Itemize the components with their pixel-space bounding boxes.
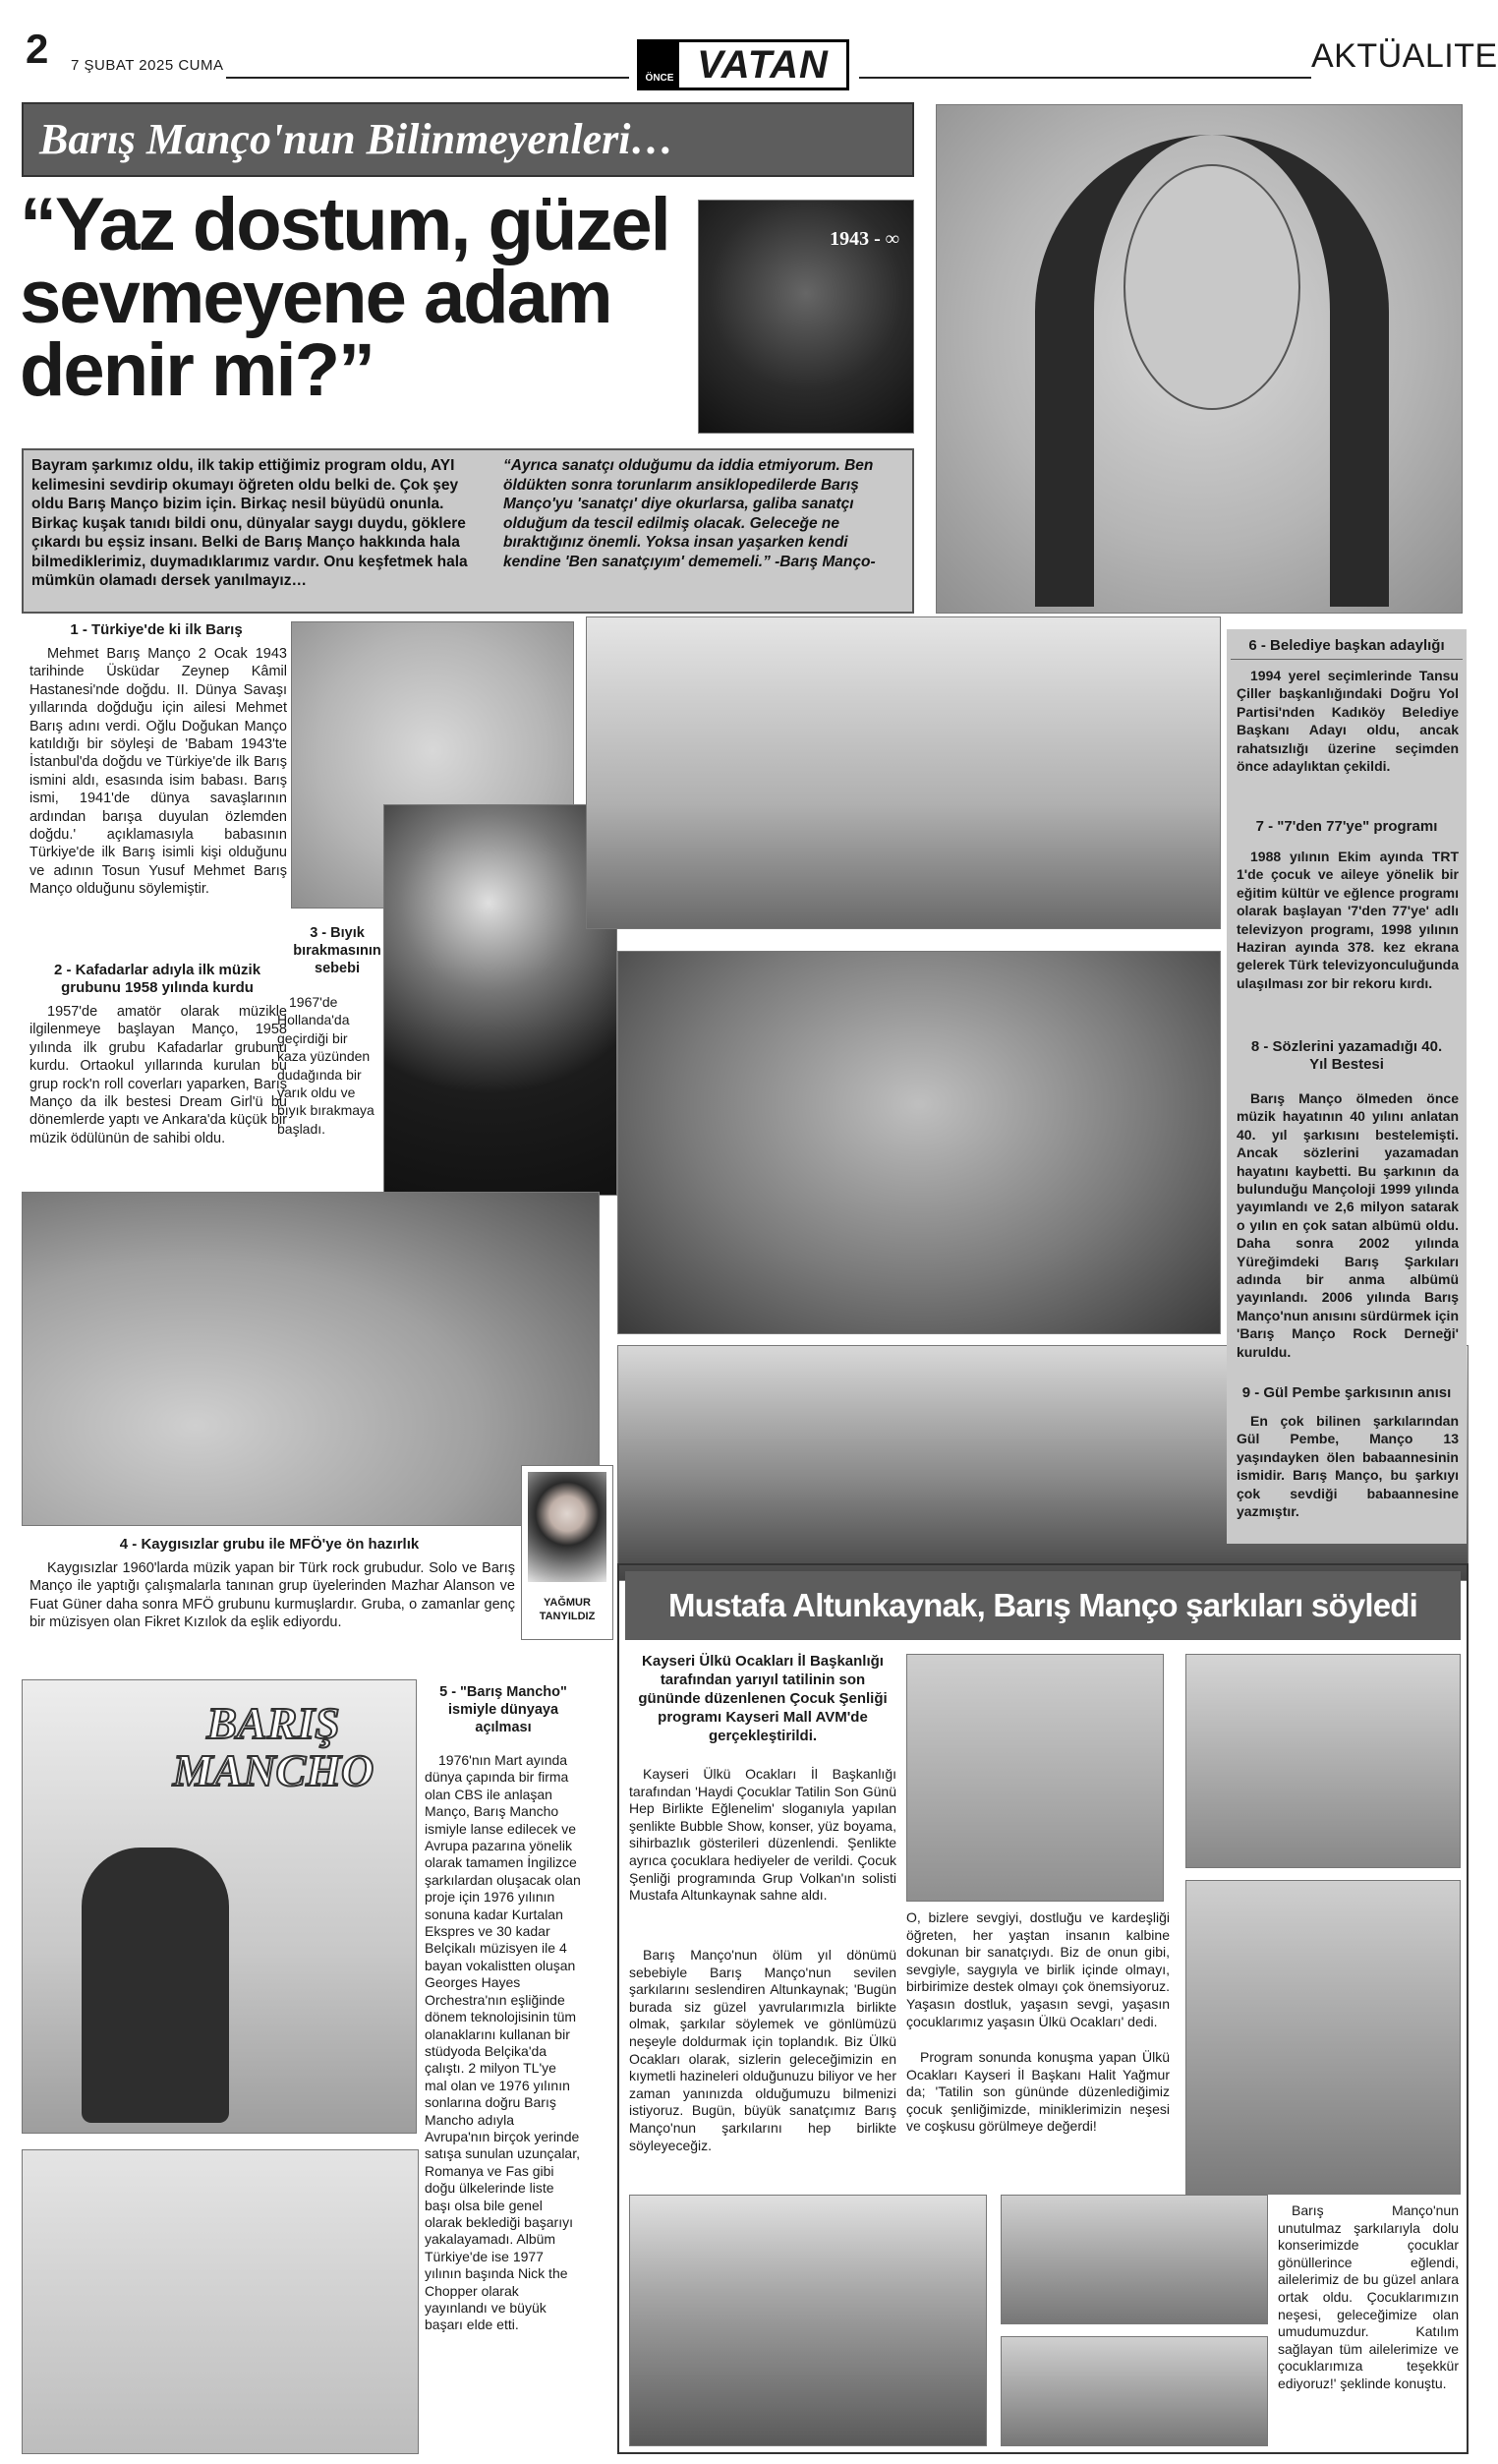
author-photo [528, 1472, 606, 1582]
news-col2b: Program sonunda konuşma yapan Ülkü Ocakları Kayseri İl Başkanı Halit Yağmur da; 'Tatilin son gününde düzenlediğimiz çocuk şenliğimizde, miniklerimizin neşesi ve coşkusu görülmeye değerdi! [906, 2049, 1170, 2135]
news-lede: Kayseri Ülkü Ocakları İl Başkanlığı tarafından yarıyıl tatilinin son gününde düzenlenen Çocuk Şenliği programı Kayseri Mall AVM'de gerçekleştirildi. [638, 1653, 888, 1744]
section-9-text: En çok bilinen şarkılarından Gül Pembe, Manço 13 yaşındayken ölen babaannesinin ismidir. Barış Manço, bu şarkıyı çok sevdiği babaannesine yazmıştır. [1237, 1413, 1459, 1520]
mall-audience-photo [629, 2195, 987, 2446]
young-man-photo [383, 804, 617, 1196]
feature-intro-box [22, 448, 914, 614]
page-number: 2 [26, 26, 49, 72]
logo-small: ÖNCE [640, 42, 679, 88]
group-photo-top [1001, 2195, 1268, 2324]
drawing-image [22, 2149, 419, 2454]
section-7-text: 1988 yılının Ekim ayında TRT 1'de çocuk ve aileye yönelik bir eğitim kültür ve eğlence programı olarak başlayan '7'den 77'ye' adlı televizyon programı, 1998 yılının Haziran ayında 378. kez ekrana gelerek Türk televizyonculuğunda ulaşılması zor bir rekoru kırdı. [1237, 849, 1459, 991]
newspaper-logo[interactable] [637, 39, 849, 90]
singer-stage-photo [1185, 1654, 1461, 1868]
section-8-text: Barış Manço ölmeden önce müzik hayatının 40 yılını anlatan 40. yıl şarkısını bestelemişti. Ancak sözlerini yazamadan hayatını kaybetti. Bu şarkının da bulunduğu Mançoloji 1999 yılında yayımlandı ve 2,6 milyon satarak o yılın en çok satan albümü oldu. Daha sonra 2002 yılında Yüreğimdeki Barış Şarkıları adında bir anma albümü yayınlandı. 2006 yılında Barış Manço'nun anısını sürdürmek için 'Barış Manço Rock Derneği' kuruldu. [1237, 1090, 1459, 1360]
feature-headline: “Yaz dostum, güzel sevmeyene adam denir mi?” [20, 183, 669, 412]
section-4-text: Kaygısızlar 1960'larda müzik yapan bir Türk rock grubudur. Solo ve Barış Manço ile yaptığı çalışmalarla tanınan grup üyelerinden Mazhar Alanson ve Fuat Güner daha sonra MFÖ grubunu kurmuşlardır. Gruba, o zamanlar genç bir müzisyen olan Fikret Kızılok da eşlik ediyordu. [29, 1560, 515, 1631]
news-title: Mustafa Altunkaynak, Barış Manço şarkıları söyledi [667, 1587, 1418, 1623]
news-col1b: Barış Manço'nun ölüm yıl dönümü sebebiyle Barış Manço'nun sevilen şarkılarını seslendiren Altunkaynak; 'Bugün burada siz güzel yavrularımızla birlikte olmak, şarkılar söylemek ve gönlümüzü neşeyle doldurmak için toplandık. Biz Ülkü Ocakları olarak, sizlerin geleceğimizin en kıymetli hazineleri olduğunuzu biliyor ve her zaman yanınızda olduğumuzu bilmenizi istiyoruz. Bugün, büyük sanatçımız Barış Manço'nun şarkılarını hep birlikte söyleyeceğiz. [629, 1947, 896, 2153]
news-col3: Barış Manço'nun unutulmaz şarkılarıyla dolu konserimizde çocuklar gönüllerince eğlendi, ailelerimiz de bu güzel anlara ortak oldu. Çocuklarımızın neşesi, geleceğimize olan umudumuzdur. Katılım sağlayan tüm ailelerimize ve çocuklarımıza teşekkür ediyoruz!' şeklinde konuştu. [1278, 2202, 1459, 2391]
section-8-heading: 8 - Sözlerini yazamadığı 40. Yıl Bestesi [1250, 1038, 1443, 1073]
section-1-heading: 1 - Türkiye'de ki ilk Barış [70, 621, 243, 638]
singer-guitar-photo [906, 1654, 1164, 1902]
section-3-heading: 3 - Bıyık bırakmasının sebebi [293, 925, 381, 976]
album-cover-text: BARIŞ MANCHO [172, 1698, 374, 1795]
feature-kicker-bar [22, 102, 914, 177]
section-4-heading: 4 - Kaygısızlar grubu ile MFÖ'ye ön hazırlık [119, 1536, 420, 1553]
logo-text: VATAN [697, 43, 829, 87]
section-name: AKTÜALITE [1311, 37, 1498, 75]
album-cover-photo [22, 1679, 417, 2134]
concert-photo [698, 200, 914, 434]
feature-quote: “Ayrıca sanatçı olduğumu da iddia etmiyorum. Ben öldükten sonra torunlarım ansiklopedilerde Barış Manço'yu 'sanatçı' diye okurlarsa, galiba sanatçı olduğum da tescil edilmiş olacak. Geleceğe ne bıraktığınız önemli. Yoksa insan yaşarken kendi kendine 'Ben sanatçıyım' dememeli.” -Barış Manço- [503, 457, 876, 570]
news-col2: O, bizlere sevgiyi, dostluğu ve kardeşliği öğreten, her yaştan insanın kalbine dokunan bir sanatçıydı. Biz de onun gibi, sevgiyle, saygıyla ve birlik içinde olmayı, birbirimize destek olmayı çok önemsiyoruz. Yaşasın dostluk, yaşasın sevgi, yaşasın çocuklarımız yaşasın Ülkü Ocakları' dedi. [906, 1909, 1170, 2029]
section-2-heading: 2 - Kafadarlar adıyla ilk müzik grubunu 1958 yılında kurdu [53, 962, 261, 996]
news-col1: Kayseri Ülkü Ocakları İl Başkanlığı tarafından 'Haydi Çocuklar Tatilin Son Günü Hep Birlikte Eğlenelim' sloganıyla yapılan şenlikte Bubble Show, konser, yüz boyama, sihirbazlık gösterileri düzenlendi. Şenlikte ayrıca çocuklara hediyeler de verildi. Çocuk Şenliği programında Grup Volkan'ın solisti Mustafa Altunkaynak sahne aldı. [629, 1766, 896, 1904]
mall-father-child-photo [1185, 1880, 1461, 2195]
section-3-text: 1967'de Hollanda'da geçirdiği bir kaza yüzünden dudağında bir yarık oldu ve bıyık bırakmaya başladı. [277, 994, 374, 1137]
band-group-photo [617, 951, 1221, 1334]
section-9-heading: 9 - Gül Pembe şarkısının anısı [1241, 1384, 1452, 1401]
portrait-photo [936, 104, 1463, 614]
section-7-heading: 7 - "7'den 77'ye" programı [1255, 818, 1438, 835]
section-5-heading: 5 - "Barış Mancho" ismiyle dünyaya açılması [439, 1684, 567, 1735]
group-photo-bottom [1001, 2336, 1268, 2446]
author-box [521, 1465, 613, 1640]
feature-kicker: Barış Manço'nun Bilinmeyenleri… [39, 115, 674, 163]
photo-label: 1943 - ∞ [830, 228, 899, 250]
section-2-text: 1957'de amatör olarak müzikle ilgilenmeye başlayan Manço, 1958 yılında ilk grubu Kafadarlar grubunu kurdu. Ortaokul yıllarında kurulan bu grup rock'n roll coverları yaparken, Barış Manço da ilk bestesi Dream Girl'ü bu dönemlerde yaptı ve Ankara'da küçük bir müzik ödülünün de sahibi oldu. [29, 1004, 287, 1146]
section-6-heading: 6 - Belediye başkan adaylığı [1231, 637, 1463, 660]
feature-intro: Bayram şarkımız oldu, ilk takip ettiğimiz program oldu, AYI kelimesini sevdirip okumayı öğreten oldu belki de. Çok şey oldu Barış Manço bizim için. Birkaç nesil büyüdü onunla. Birkaç kuşak tanıdı bildi onu, dünyalar saygı duydu, göklere çıkardı bu eşsiz insanı. Belki de Barış Manço hakkında hala bilmediklerimiz, duymadıklarımız vardır. Onu keşfetmek hala mümkün olamadı dersek yanılmayız… [31, 457, 468, 589]
section-6-text: 1994 yerel seçimlerinde Tansu Çiller başkanlığındaki Doğru Yol Partisi'nden Kadıköy Belediye Başkanı Adayı oldu, ancak rahatsızlığı üzerine seçimden önce adaylıktan çekildi. [1237, 668, 1459, 775]
author-name: YAĞMUR TANYILDIZ [539, 1597, 596, 1622]
section-5-text: 1976'nın Mart ayında dünya çapında bir firma olan CBS ile anlaşan Manço, Barış Mancho ismiyle lanse edilecek ve Avrupa pazarına yönelik olarak tamamen İngilizce şarkılardan oluşacak olan proje için 1976 yılının sonuna kadar Kurtalan Ekspres ve 30 kadar Belçikalı müzisyen ile 4 bayan vokalistten oluşan Georges Hayes Orchestra'nın eşliğinde dönem teknolojisinin tüm olanaklarını kullanan bir stüdyoda Belçika'da çalıştı. 2 milyon TL'ye mal olan ve 1976 yılının sonlarına doğru Barış Mancho adıyla Avrupa'nın birçok yerinde satışa sunulan uzunçalar, Romanya ve Fas gibi doğu ülkelerinde liste başı olsa bile genel olarak beklediği başarıyı yakalayamadı. Albüm Türkiye'de ise 1977 yılının başında Nick the Chopper olarak yayınlandı ve büyük başarı elde etti. [425, 1752, 581, 2333]
news-title-bar [625, 1571, 1461, 1640]
band-stage-photo [586, 616, 1221, 929]
section-1-text: Mehmet Barış Manço 2 Ocak 1943 tarihinde Üsküdar Zeynep Kâmil Hastanesi'nde doğdu. II. Dünya Savaşı yıllarında doğduğu için ailesi Mehmet Barış adını verdi. Oğlu Doğukan Manço katıldığı bir söyleşi de 'Babam 1943'te İstanbul'da doğdu ve Türkiye'de ilk Barış ismini aldı, esasında isim babası. Barış ismi, 1941'de dünya savaşlarının ardından barışa duyulan özlemden doğdu.' açıklamasıyla babasının Türkiye'de ilk Barış isimli kişi olduğunu ve adının Tosun Yusuf Mehmet Barış Manço olduğunu söylemiştir. [29, 646, 287, 898]
page-date: 7 ŞUBAT 2025 CUMA [71, 57, 224, 74]
kids-stage-photo [22, 1192, 600, 1526]
